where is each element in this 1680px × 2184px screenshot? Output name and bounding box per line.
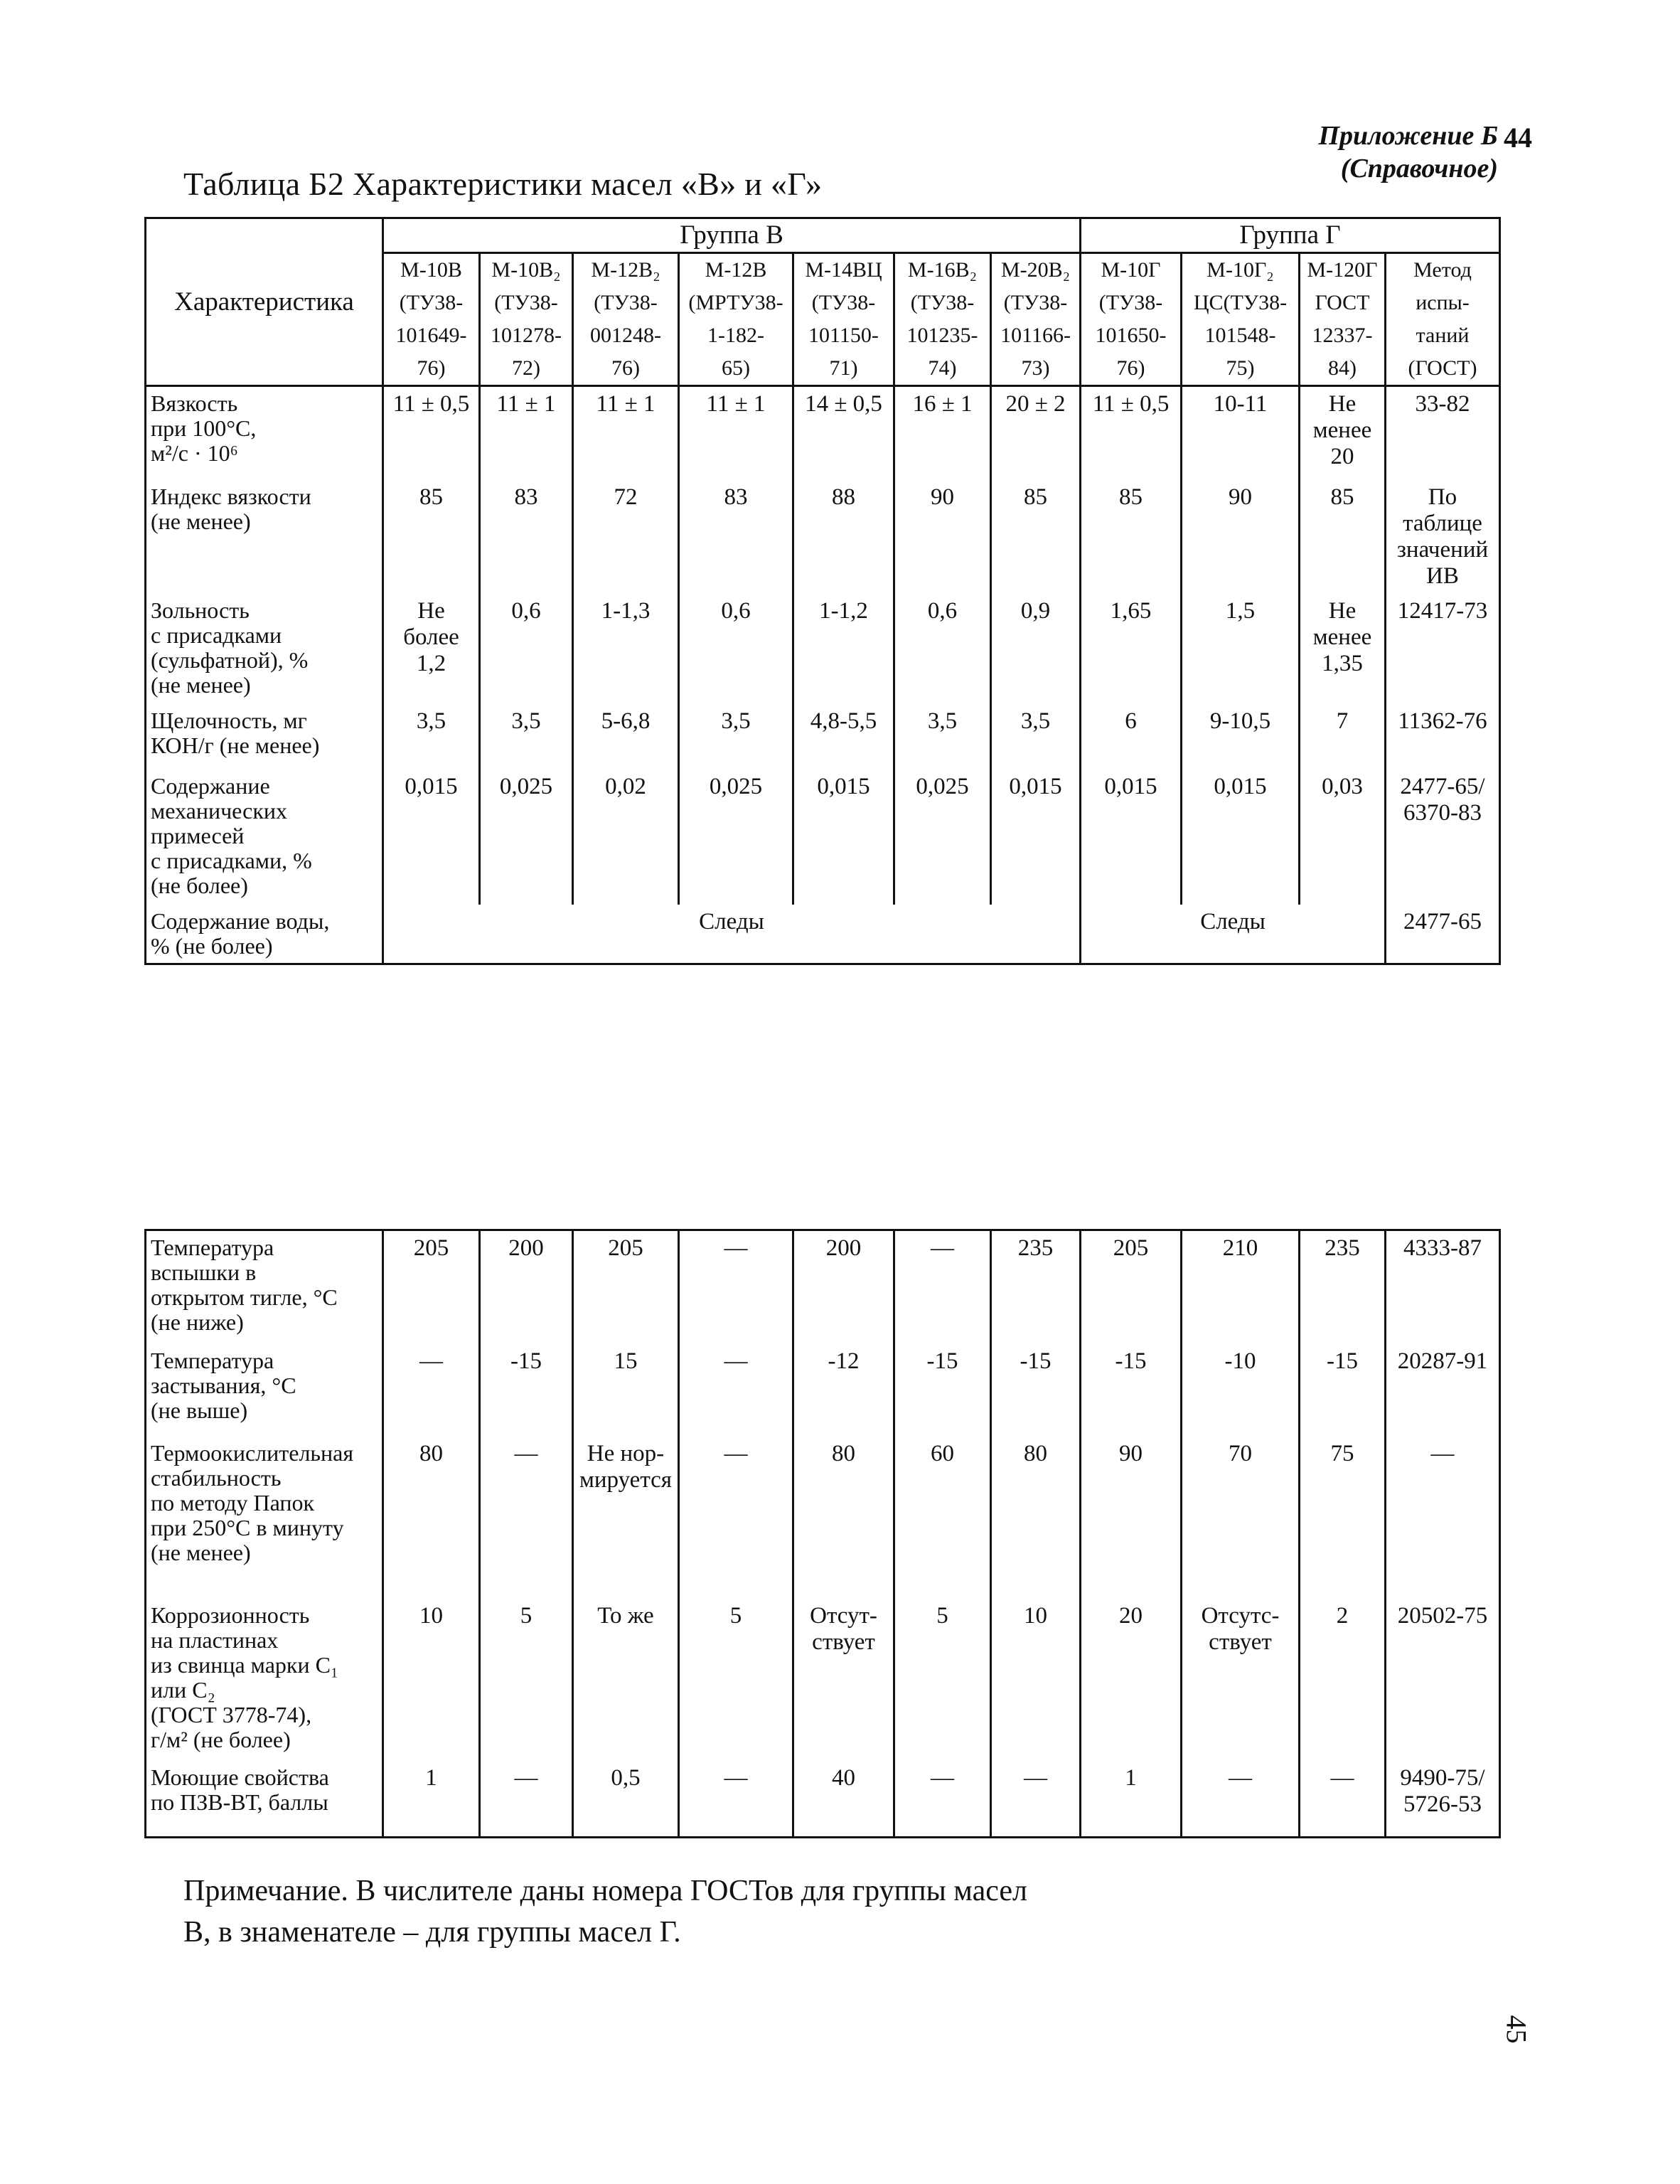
header-line: 71) — [829, 356, 858, 380]
header-line: М-16В₂ — [907, 258, 978, 282]
method-cell: — — [1386, 1437, 1500, 1599]
table-note: Примечание. В числителе даны номера ГОСТов для группы масел В, в знаменателе – для группы масел Г. — [183, 1875, 1027, 1949]
value-cell: 88 — [793, 480, 894, 594]
header-line: испы- — [1416, 291, 1470, 314]
value-cell: Не нор- мируется — [573, 1437, 679, 1599]
value-cell: — — [894, 1761, 991, 1838]
value-cell: 83 — [679, 480, 793, 594]
value-cell: 0,015 — [383, 769, 480, 905]
value-cell: 0,025 — [894, 769, 991, 905]
value-cell: 205 — [1081, 1230, 1182, 1344]
value-cell: 0,025 — [679, 769, 793, 905]
header-line: (МРТУ38- — [688, 291, 783, 314]
value-cell: — — [383, 1344, 480, 1437]
characteristic-header: Характеристика — [146, 218, 383, 386]
value-cell: 9-10,5 — [1182, 704, 1300, 769]
oil-column-header — [1300, 253, 1386, 386]
value-cell: 90 — [894, 480, 991, 594]
value-cell: -15 — [480, 1344, 573, 1437]
value-cell: — — [480, 1437, 573, 1599]
value-cell: 3,5 — [991, 704, 1081, 769]
oil-column-header — [894, 253, 991, 386]
value-cell: 0,015 — [1081, 769, 1182, 905]
value-cell: 1,5 — [1182, 594, 1300, 704]
value-cell: 10 — [383, 1599, 480, 1761]
value-cell: 20 — [1081, 1599, 1182, 1761]
value-cell: — — [1182, 1761, 1300, 1838]
value-cell: 0,9 — [991, 594, 1081, 704]
oil-characteristics-table-part2 — [144, 1229, 1501, 1838]
table-row — [146, 1761, 1500, 1838]
appendix-subtitle: (Справочное) — [1340, 154, 1498, 183]
value-cell: — — [679, 1761, 793, 1838]
value-cell: 1 — [1081, 1761, 1182, 1838]
header-line: М-10Г — [1101, 258, 1161, 282]
value-cell: -15 — [894, 1344, 991, 1437]
value-cell: — — [894, 1230, 991, 1344]
value-cell: Не менее 1,35 — [1300, 594, 1386, 704]
value-cell: 200 — [793, 1230, 894, 1344]
value-cell: 11 ± 0,5 — [383, 386, 480, 480]
table-title: Таблица Б2 Характеристики масел «В» и «Г» — [183, 166, 823, 202]
header-line: 76) — [417, 356, 446, 380]
header-line: 72) — [512, 356, 540, 380]
row-label: Моющие свойства по ПЗВ-ВТ, баллы — [146, 1761, 383, 1838]
value-cell: 10-11 — [1182, 386, 1300, 480]
header-line: 12337- — [1312, 324, 1373, 347]
header-line: (ТУ38- — [594, 291, 658, 314]
value-cell: 235 — [1300, 1230, 1386, 1344]
row-label: Зольность с присадками (сульфатной), % (не менее) — [146, 594, 383, 704]
row-label: Индекс вязкости (не менее) — [146, 480, 383, 594]
oil-column-header — [991, 253, 1081, 386]
value-cell: 0,015 — [991, 769, 1081, 905]
value-cell: 0,03 — [1300, 769, 1386, 905]
value-cell: То же — [573, 1599, 679, 1761]
traces-group-g: Следы — [1081, 905, 1386, 964]
group-b-header: Группа В — [383, 218, 1081, 253]
header-line: 101150- — [808, 324, 879, 347]
value-cell: 1-1,3 — [573, 594, 679, 704]
oil-column-header — [1182, 253, 1300, 386]
method-cell: 9490-75/ 5726-53 — [1386, 1761, 1500, 1838]
method-cell: 2477-65 — [1386, 905, 1500, 964]
header-line: 76) — [611, 356, 640, 380]
value-cell: 20 ± 2 — [991, 386, 1081, 480]
value-cell: 0,015 — [793, 769, 894, 905]
traces-group-b: Следы — [383, 905, 1081, 964]
header-line: 101548- — [1204, 324, 1276, 347]
table-row — [146, 704, 1500, 769]
value-cell: 11 ± 1 — [573, 386, 679, 480]
value-cell: 90 — [1182, 480, 1300, 594]
table-row — [146, 905, 1500, 964]
value-cell: 83 — [480, 480, 573, 594]
header-line: М-10В₂ — [491, 258, 561, 282]
row-label: Вязкость при 100°С, м²/с · 10⁶ — [146, 386, 383, 480]
header-line: (ТУ38- — [494, 291, 558, 314]
value-cell: 80 — [383, 1437, 480, 1599]
appendix-title: Приложение Б — [1318, 121, 1498, 151]
value-cell: 205 — [573, 1230, 679, 1344]
method-cell: 20287-91 — [1386, 1344, 1500, 1437]
header-line: М-120Г — [1307, 258, 1378, 282]
value-cell: 0,6 — [679, 594, 793, 704]
header-line: 74) — [928, 356, 957, 380]
value-cell: -15 — [991, 1344, 1081, 1437]
value-cell: 40 — [793, 1761, 894, 1838]
header-line: (ТУ38- — [811, 291, 876, 314]
value-cell: 85 — [383, 480, 480, 594]
appendix-label — [1318, 119, 1498, 185]
value-cell: 7 — [1300, 704, 1386, 769]
oil-column-header — [383, 253, 480, 386]
header-line: 76) — [1116, 356, 1145, 380]
header-line: М-10Г₂ — [1207, 258, 1274, 282]
value-cell: 235 — [991, 1230, 1081, 1344]
value-cell: -12 — [793, 1344, 894, 1437]
method-cell: 2477-65/ 6370-83 — [1386, 769, 1500, 905]
header-line: 73) — [1021, 356, 1050, 380]
value-cell: 5 — [679, 1599, 793, 1761]
header-line: 75) — [1226, 356, 1255, 380]
value-cell: 3,5 — [383, 704, 480, 769]
row-label: Щелочность, мг КОН/г (не менее) — [146, 704, 383, 769]
row-label: Содержание воды, % (не более) — [146, 905, 383, 964]
value-cell: 11 ± 0,5 — [1081, 386, 1182, 480]
value-cell: -10 — [1182, 1344, 1300, 1437]
value-cell: 85 — [1081, 480, 1182, 594]
header-line: 101649- — [395, 324, 467, 347]
row-label: Термоокислительная стабильность по методу Папок при 250°С в минуту (не менее) — [146, 1437, 383, 1599]
value-cell: 0,025 — [480, 769, 573, 905]
value-cell: — — [1300, 1761, 1386, 1838]
method-cell: 20502-75 — [1386, 1599, 1500, 1761]
value-cell: 70 — [1182, 1437, 1300, 1599]
row-label: Температура вспышки в открытом тигле, °С (не ниже) — [146, 1230, 383, 1344]
header-line: (ТУ38- — [1003, 291, 1068, 314]
method-cell: 4333-87 — [1386, 1230, 1500, 1344]
value-cell: 90 — [1081, 1437, 1182, 1599]
header-line: 001248- — [590, 324, 661, 347]
value-cell: 2 — [1300, 1599, 1386, 1761]
oil-column-header — [679, 253, 793, 386]
oil-column-header — [1081, 253, 1182, 386]
value-cell: 1,65 — [1081, 594, 1182, 704]
header-line: 65) — [722, 356, 750, 380]
method-cell: 11362-76 — [1386, 704, 1500, 769]
table-row — [146, 1344, 1500, 1437]
header-line: (ТУ38- — [399, 291, 464, 314]
value-cell: — — [679, 1230, 793, 1344]
header-line: М-14ВЦ — [805, 258, 882, 282]
header-line: 101235- — [906, 324, 978, 347]
header-line: М-12В — [705, 258, 767, 282]
oil-column-header — [480, 253, 573, 386]
value-cell: 5 — [894, 1599, 991, 1761]
value-cell: 15 — [573, 1344, 679, 1437]
method-cell: 33-82 — [1386, 386, 1500, 480]
table-row — [146, 769, 1500, 905]
row-label: Коррозионность на пластинах из свинца марки С₁ или С₂ (ГОСТ 3778-74), г/м² (не более) — [146, 1599, 383, 1761]
value-cell: 0,5 — [573, 1761, 679, 1838]
header-line: Метод — [1413, 258, 1472, 282]
header-line: 101278- — [491, 324, 562, 347]
value-cell: 11 ± 1 — [679, 386, 793, 480]
row-label: Температура застывания, °С (не выше) — [146, 1344, 383, 1437]
value-cell: 60 — [894, 1437, 991, 1599]
row-label: Содержание механических примесей с присадками, % (не более) — [146, 769, 383, 905]
method-cell: 12417-73 — [1386, 594, 1500, 704]
value-cell: 205 — [383, 1230, 480, 1344]
value-cell: 10 — [991, 1599, 1081, 1761]
value-cell: 4,8-5,5 — [793, 704, 894, 769]
value-cell: Не более 1,2 — [383, 594, 480, 704]
header-line: М-20В₂ — [1000, 258, 1071, 282]
value-cell: 5-6,8 — [573, 704, 679, 769]
header-line: таний — [1416, 324, 1470, 347]
value-cell: 80 — [793, 1437, 894, 1599]
group-g-header: Группа Г — [1081, 218, 1500, 253]
header-line: ГОСТ — [1315, 291, 1370, 314]
header-line: ЦС(ТУ38- — [1193, 291, 1288, 314]
value-cell: 75 — [1300, 1437, 1386, 1599]
table-row — [146, 1230, 1500, 1344]
value-cell: Не менее 20 — [1300, 386, 1386, 480]
value-cell: 85 — [1300, 480, 1386, 594]
value-cell: 200 — [480, 1230, 573, 1344]
value-cell: 3,5 — [679, 704, 793, 769]
value-cell: 5 — [480, 1599, 573, 1761]
value-cell: 0,015 — [1182, 769, 1300, 905]
value-cell: 6 — [1081, 704, 1182, 769]
table-row — [146, 1599, 1500, 1761]
header-line: 101166- — [1000, 324, 1071, 347]
method-column-header — [1386, 253, 1500, 386]
value-cell: 80 — [991, 1437, 1081, 1599]
header-line: М-12В₂ — [591, 258, 660, 282]
oil-column-header — [793, 253, 894, 386]
value-cell: 3,5 — [894, 704, 991, 769]
value-cell: -15 — [1300, 1344, 1386, 1437]
value-cell: 0,6 — [480, 594, 573, 704]
value-cell: 85 — [991, 480, 1081, 594]
value-cell: — — [679, 1344, 793, 1437]
value-cell: 1 — [383, 1761, 480, 1838]
value-cell: 72 — [573, 480, 679, 594]
value-cell: 210 — [1182, 1230, 1300, 1344]
value-cell: — — [480, 1761, 573, 1838]
header-line: 84) — [1328, 356, 1357, 380]
value-cell: 1-1,2 — [793, 594, 894, 704]
header-line: М-10В — [400, 258, 462, 282]
header-line: (ТУ38- — [910, 291, 975, 314]
table-row — [146, 386, 1500, 480]
value-cell: 0,6 — [894, 594, 991, 704]
page-number: 45 — [1500, 2015, 1533, 2044]
table-row — [146, 1437, 1500, 1599]
table-row — [146, 480, 1500, 594]
value-cell: -15 — [1081, 1344, 1182, 1437]
header-line: 101650- — [1095, 324, 1167, 347]
oil-column-header — [573, 253, 679, 386]
value-cell: 0,02 — [573, 769, 679, 905]
method-cell: По таблице значений ИВ — [1386, 480, 1500, 594]
value-cell: 16 ± 1 — [894, 386, 991, 480]
handwritten-page-mark: 44 — [1504, 122, 1532, 154]
header-line: 1-182- — [707, 324, 764, 347]
value-cell: — — [991, 1761, 1081, 1838]
value-cell: Отсутс- ствует — [1182, 1599, 1300, 1761]
value-cell: Отсут- ствует — [793, 1599, 894, 1761]
table-row — [146, 594, 1500, 704]
header-line: (ГОСТ) — [1408, 356, 1477, 380]
value-cell: 11 ± 1 — [480, 386, 573, 480]
value-cell: 3,5 — [480, 704, 573, 769]
value-cell: 14 ± 0,5 — [793, 386, 894, 480]
header-line: (ТУ38- — [1098, 291, 1163, 314]
value-cell: — — [679, 1437, 793, 1599]
oil-characteristics-table-part1 — [144, 217, 1501, 965]
